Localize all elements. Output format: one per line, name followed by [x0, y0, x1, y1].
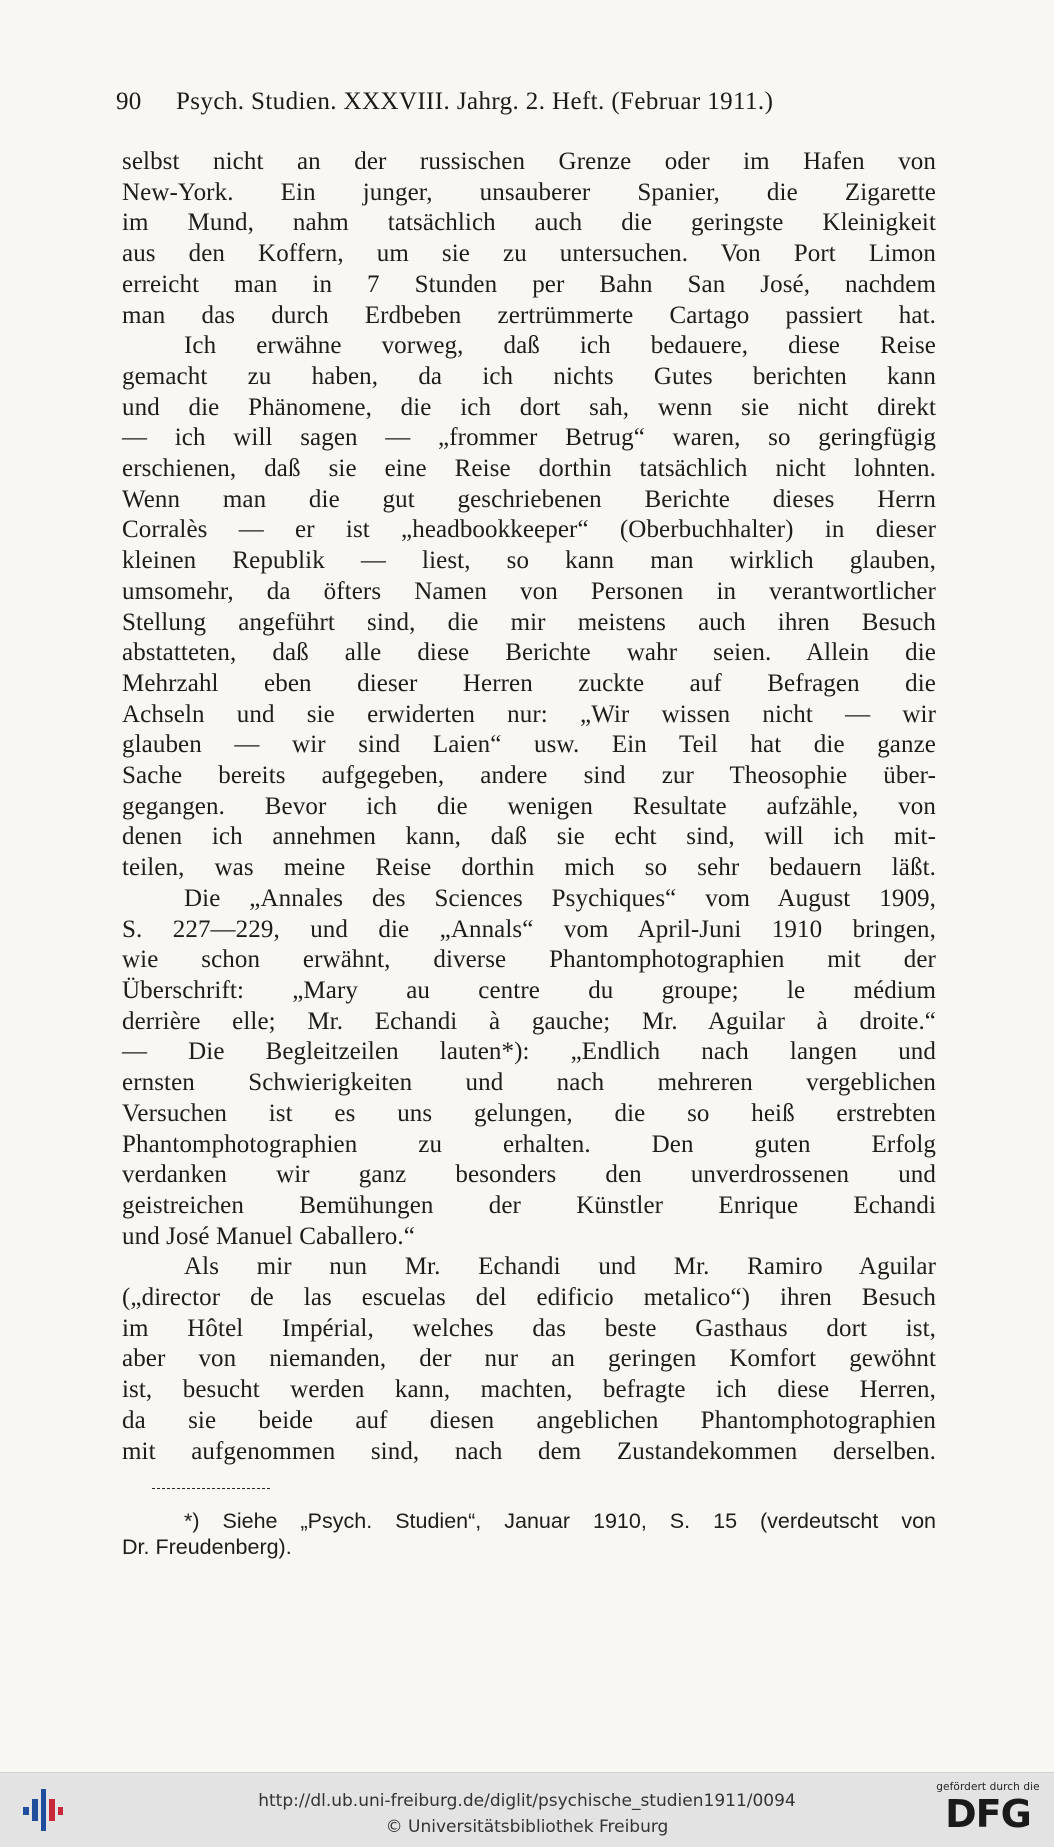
body-line: im Mund, nahm tatsächlich auch die geringste Kleinigkeit	[122, 209, 936, 237]
body-line: umsomehr, da öfters Namen von Personen in verantwortlicher	[122, 577, 936, 605]
body-line: aus den Koffern, um sie zu untersuchen. Von Port Limon	[122, 240, 936, 268]
body-line: — Die Begleitzeilen lauten*): „Endlich nach langen und	[122, 1038, 936, 1066]
body-line: Überschrift: „Mary au centre du groupe; le médium	[122, 976, 936, 1004]
dfg-caption: gefördert durch die	[936, 1781, 1040, 1793]
body-line: derrière elle; Mr. Echandi à gauche; Mr. Aguilar à droite.“	[122, 1007, 936, 1035]
dfg-logo	[934, 1781, 1042, 1843]
body-line: mit aufgenommen sind, nach dem Zustandekommen derselben.	[122, 1437, 936, 1465]
footnote	[122, 1508, 936, 1560]
footer-bar	[0, 1772, 1054, 1847]
body-line: denen ich annehmen kann, daß sie echt sind, will ich mit-	[122, 823, 936, 851]
body-line: New-York. Ein junger, unsauberer Spanier, die Zigarette	[122, 178, 936, 206]
body-line: und José Manuel Caballero.“	[122, 1222, 415, 1250]
body-line: Ich erwähne vorweg, daß ich bedauere, diese Reise	[184, 332, 936, 360]
body-line: verdanken wir ganz besonders den unverdrossenen und	[122, 1161, 936, 1189]
dfg-mark: DFG	[945, 1792, 1031, 1836]
body-line: Stellung angeführt sind, die mir meistens auch ihren Besuch	[122, 608, 936, 636]
body-line: wie schon erwähnt, diverse Phantomphotographien mit der	[122, 946, 936, 974]
footnote-line: *) Siehe „Psych. Studien“, Januar 1910, S. 15 (verdeutscht von	[184, 1509, 936, 1533]
footer-copyright: © Universitätsbibliothek Freiburg	[385, 1817, 669, 1837]
body-line: erreicht man in 7 Stunden per Bahn San José, nachdem	[122, 270, 936, 298]
running-head	[116, 88, 934, 116]
body-line: ist, besucht werden kann, machten, befragte ich diese Herren,	[122, 1376, 936, 1404]
body-line: kleinen Republik — liest, so kann man wirklich glauben,	[122, 547, 936, 575]
footnote-divider	[152, 1488, 270, 1491]
body-line: im Hôtel Impérial, welches das beste Gasthaus dort ist,	[122, 1314, 936, 1342]
footnote-line: Dr. Freudenberg).	[122, 1535, 292, 1559]
body-line: gemacht zu haben, da ich nichts Gutes berichten kann	[122, 362, 936, 390]
body-line: — ich will sagen — „frommer Betrug“ waren, so geringfügig	[122, 424, 936, 452]
body-line: glauben — wir sind Laien“ usw. Ein Teil hat die ganze	[122, 731, 936, 759]
body-line: („director de las escuelas del edificio metalico“) ihren Besuch	[122, 1284, 936, 1312]
body-line: Sache bereits aufgegeben, andere sind zur Theosophie über-	[122, 762, 936, 790]
body-line: selbst nicht an der russischen Grenze oder im Hafen von	[122, 148, 936, 175]
body-line: Wenn man die gut geschriebenen Berichte dieses Herrn	[122, 485, 936, 513]
body-line: Als mir nun Mr. Echandi und Mr. Ramiro Aguilar	[184, 1253, 936, 1281]
running-head-title: Psych. Studien. XXXVIII. Jahrg. 2. Heft. (Februar 1911.)	[176, 88, 774, 115]
body-line: ernsten Schwierigkeiten und nach mehreren vergeblichen	[122, 1069, 936, 1097]
page-number: 90	[116, 88, 142, 115]
body-line: S. 227—229, und die „Annals“ vom April-Juni 1910 bringen,	[122, 915, 936, 943]
body-line: abstatteten, daß alle diese Berichte wahr seien. Allein die	[122, 639, 936, 667]
body-line: Phantomphotographien zu erhalten. Den guten Erfolg	[122, 1130, 936, 1158]
body-line: erschienen, daß sie eine Reise dorthin tatsächlich nicht lohnten.	[122, 455, 936, 483]
footer-permalink[interactable]: http://dl.ub.uni-freiburg.de/diglit/psychische_studien1911/0094	[258, 1791, 796, 1811]
body-line: Achseln und sie erwiderten nur: „Wir wissen nicht — wir	[122, 700, 936, 728]
body-line: aber von niemanden, der nur an geringen Komfort gewöhnt	[122, 1345, 936, 1373]
body-line: gegangen. Bevor ich die wenigen Resultate aufzähle, von	[122, 792, 936, 820]
body-line: da sie beide auf diesen angeblichen Phantomphotographien	[122, 1406, 936, 1434]
body-line: geistreichen Bemühungen der Künstler Enrique Echandi	[122, 1191, 936, 1219]
body-line: Versuchen ist es uns gelungen, die so heiß erstrebten	[122, 1099, 936, 1127]
body-line: Corralès — er ist „headbookkeeper“ (Oberbuchhalter) in dieser	[122, 516, 936, 544]
body-line: Mehrzahl eben dieser Herren zuckte auf Befragen die	[122, 669, 936, 697]
body-line: teilen, was meine Reise dorthin mich so sehr bedauern läßt.	[122, 854, 936, 882]
body-line: man das durch Erdbeben zertrümmerte Cartago passiert hat.	[122, 301, 936, 329]
body-text	[122, 147, 936, 1467]
body-line: Die „Annales des Sciences Psychiques“ vom August 1909,	[184, 884, 936, 912]
body-line: und die Phänomene, die ich dort sah, wenn sie nicht direkt	[122, 393, 936, 421]
